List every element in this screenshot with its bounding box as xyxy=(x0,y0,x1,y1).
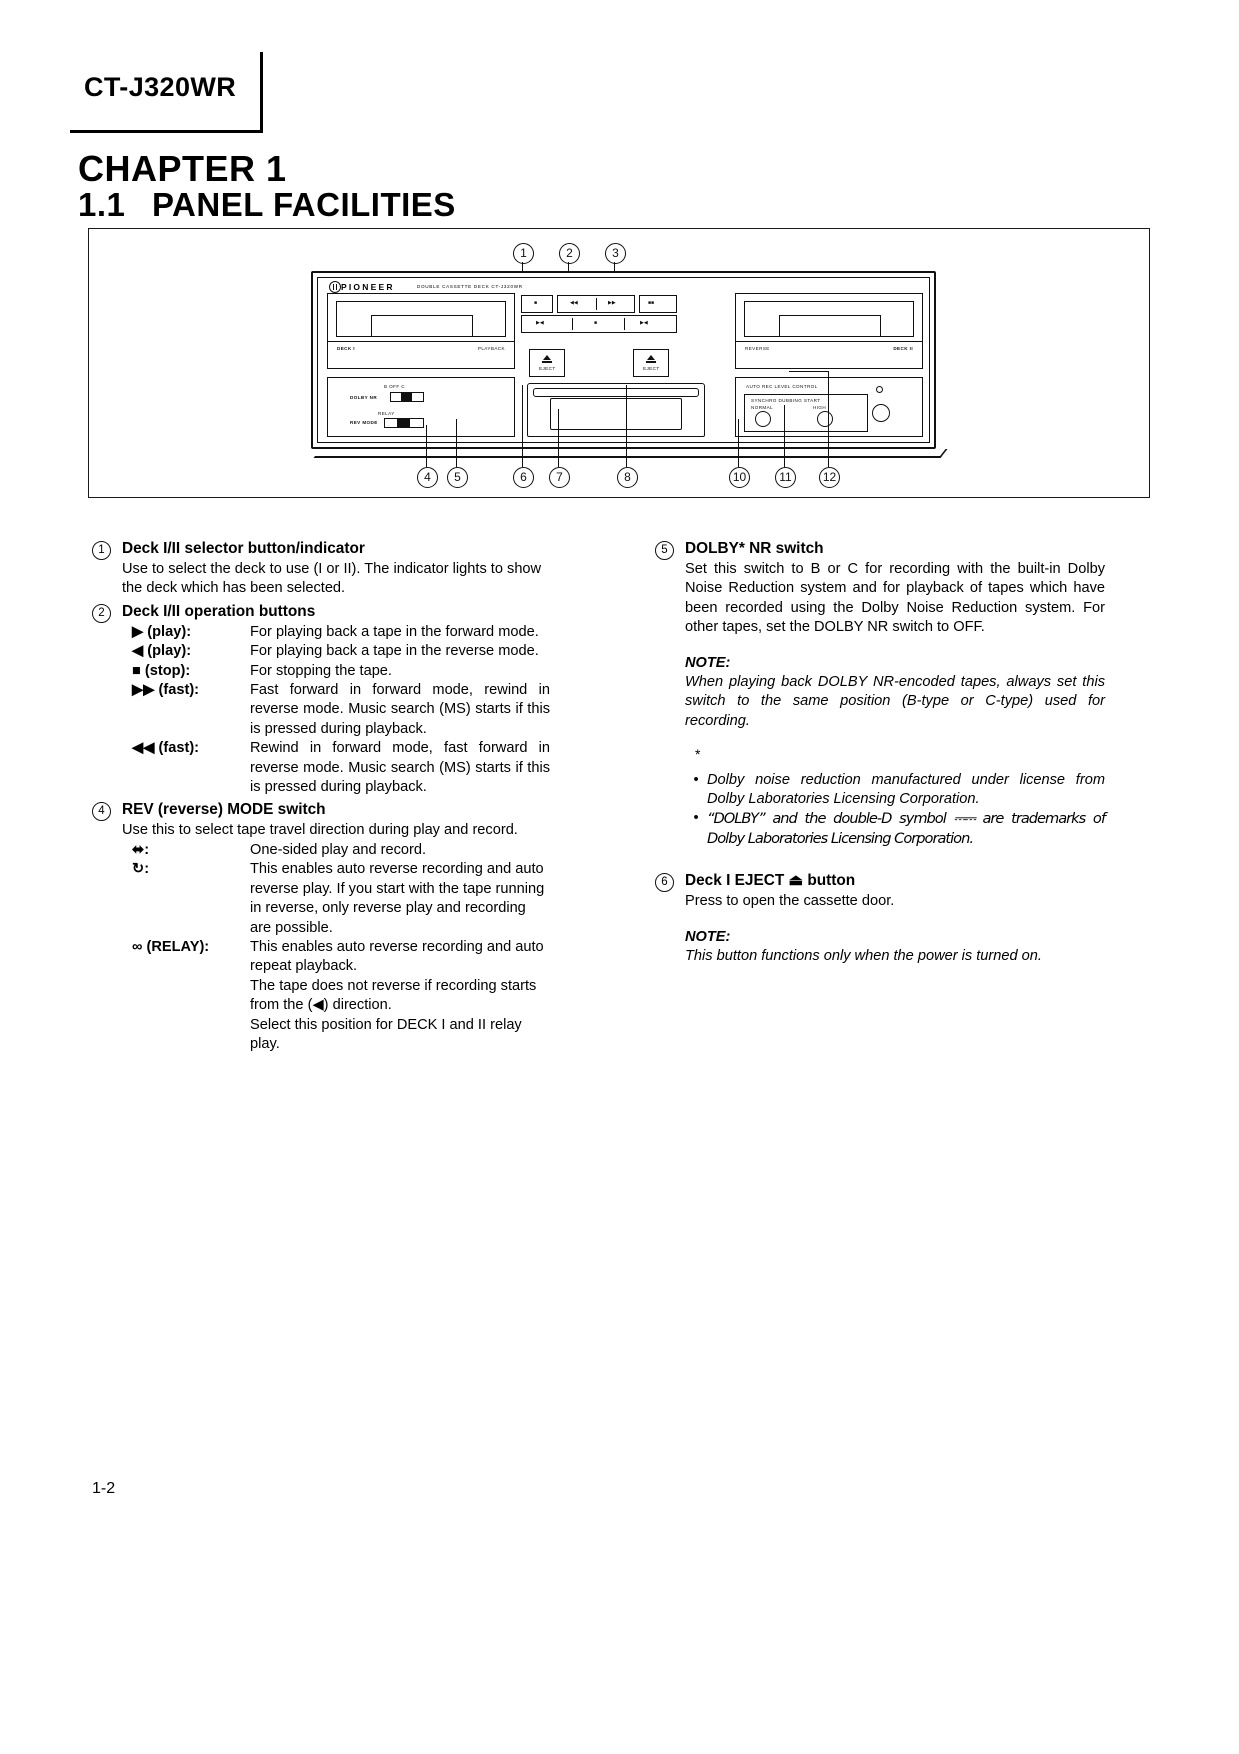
sync-dub-label: SYNCHRO DUBBING START xyxy=(751,398,821,403)
item-4-number: 4 xyxy=(92,802,111,821)
item-2 xyxy=(92,601,550,798)
deck-selector-button[interactable]: ■ xyxy=(521,295,553,313)
dolby-asterisk: * xyxy=(695,746,701,763)
item-2-row-play-rev xyxy=(92,642,550,661)
term-fast-forward: ▶▶ (fast): xyxy=(132,682,200,699)
bullet-dot-icon-2: • xyxy=(693,810,699,827)
item-4-relay-note-1: The tape does not reverse if recording starts from the (◀) direction. xyxy=(250,977,537,1014)
high-label: HIGH xyxy=(813,405,827,410)
eject-triangle-icon-2 xyxy=(647,355,655,360)
item-4-row-relay xyxy=(92,938,550,977)
item-1-number: 1 xyxy=(92,541,111,560)
rec-indicator-dot xyxy=(876,386,883,393)
term-rewind: ◀◀ (fast): xyxy=(132,740,200,757)
desc-rewind: Rewind in forward mode, fast forward in reverse mode. Music search (MS) starts if this is pressed during playback. xyxy=(250,740,550,796)
item-2-heading-text: Deck I/II operation buttons xyxy=(122,602,316,620)
deck2-eject-label: EJECT xyxy=(643,366,660,371)
callout-12: 12 xyxy=(819,467,840,488)
deck2-window xyxy=(779,315,882,337)
dolby-positions-label: B OFF C xyxy=(384,384,405,389)
switch-panel xyxy=(327,377,515,437)
item-4-body: Use this to select tape travel direction during play and record. xyxy=(122,822,518,839)
deck2-cassette-well xyxy=(735,293,923,369)
panel-figure xyxy=(88,228,1150,498)
dolby-bullet-1-text: Dolby noise reduction manufactured under license from Dolby Laboratories Licensing Corporation. xyxy=(707,771,1105,808)
desc-auto-reverse: This enables auto reverse recording and auto reverse play. If you start with the tape running in reverse, only reverse play and recording are possible. xyxy=(250,861,545,936)
play-divider-2 xyxy=(624,318,625,330)
callout-2: 2 xyxy=(559,243,580,264)
term-one-sided: ⬌: xyxy=(132,841,150,858)
item-4-heading-text: REV (reverse) MODE switch xyxy=(122,801,326,819)
deck2-label: DECK II xyxy=(893,346,913,351)
item-2-row-stop xyxy=(92,662,550,681)
callout-6: 6 xyxy=(513,467,534,488)
item-5-heading-text: DOLBY* NR switch xyxy=(685,540,824,557)
item-6-heading xyxy=(655,870,1105,892)
item-5-body: Set this switch to B or C for recording with the built-in Dolby Noise Reduction system and for playback of tapes which have been recorded using the Dolby Noise Reduction system. For other tapes, set the DOLBY NR switch to OFF. xyxy=(685,561,1105,636)
item-4-heading xyxy=(92,799,550,821)
dolby-trademark-bullets xyxy=(655,771,1105,849)
item-6 xyxy=(655,870,1105,966)
section-name: PANEL FACILITIES xyxy=(152,186,456,223)
dolby-bullet-1 xyxy=(685,771,1105,810)
deck1-window xyxy=(371,315,474,337)
item-4-row-auto-reverse xyxy=(92,860,550,938)
item-6-body: Press to open the cassette door. xyxy=(685,893,895,910)
fast-buttons-row[interactable]: ◀◀ ▶▶ xyxy=(557,295,635,313)
cassette-deck-illustration xyxy=(311,271,936,449)
item-6-note-label: NOTE: xyxy=(685,928,731,945)
item-6-note-body: This button functions only when the power is turned on. xyxy=(685,948,1042,965)
deck1-label: DECK I xyxy=(337,346,355,351)
item-5 xyxy=(655,538,1105,848)
deck2-selector-button[interactable]: ■■ xyxy=(639,295,677,313)
center-cassette-holder[interactable] xyxy=(527,383,705,437)
desc-fast-forward: Fast forward in forward mode, rewind in reverse mode. Music search (MS) starts if this is pressed during playback. xyxy=(250,682,550,737)
holder-lip xyxy=(533,388,699,397)
item-2-heading xyxy=(92,601,550,623)
rev-pos-auto[interactable] xyxy=(397,419,410,427)
leader-11 xyxy=(784,405,785,467)
dolby-bullet-2 xyxy=(685,809,1105,848)
desc-play-reverse: For playing back a tape in the reverse mode. xyxy=(250,643,539,660)
item-2-row-ffwd xyxy=(92,681,550,739)
item-6-number: 6 xyxy=(655,873,674,892)
section-title xyxy=(78,186,456,224)
deck-base-shadow xyxy=(313,449,947,458)
item-1 xyxy=(92,538,550,599)
item-5-number: 5 xyxy=(655,541,674,560)
model-number: CT-J320WR xyxy=(84,72,237,102)
deck1-playback-label: PLAYBACK xyxy=(477,346,505,351)
brand-subtitle: DOUBLE CASSETTE DECK CT-J320WR xyxy=(417,284,523,289)
deck2-eject-button[interactable] xyxy=(633,349,669,377)
item-6-heading-text: Deck I EJECT ⏏ button xyxy=(685,872,856,890)
eject-bar-icon xyxy=(542,361,552,363)
fast-button-divider xyxy=(596,298,597,310)
leader-5 xyxy=(456,419,457,467)
deck2-reverse-label: REVERSE xyxy=(745,346,770,351)
model-tag-box xyxy=(70,52,263,133)
high-dub-button[interactable] xyxy=(817,411,833,427)
callout-4: 4 xyxy=(417,467,438,488)
leader-6 xyxy=(522,385,523,467)
item-4-row-one-sided xyxy=(92,841,550,860)
callout-3: 3 xyxy=(605,243,626,264)
item-5-note-body: When playing back DOLBY NR-encoded tapes, always set this switch to the same position (B-type or C-type) used for recording. xyxy=(685,674,1105,729)
normal-dub-button[interactable] xyxy=(755,411,771,427)
normal-label: NORMAL xyxy=(751,405,774,410)
deck2-door xyxy=(744,301,914,337)
leader-7 xyxy=(558,409,559,467)
dolby-bullet-2-text: “DOLBY” and the double-D symbol ⎓⎓ are trademarks of Dolby Laboratories Licensing Corporation. xyxy=(707,810,1105,847)
callout-10: 10 xyxy=(729,467,750,488)
rec-level-knob[interactable] xyxy=(872,404,890,422)
item-1-body: Use to select the deck to use (I or II). The indicator lights to show the deck which has been selected. xyxy=(122,561,542,597)
term-auto-reverse: ↻: xyxy=(132,861,150,878)
callout-11: 11 xyxy=(775,467,796,488)
item-4-relay-note-2: Select this position for DECK I and II relay play. xyxy=(250,1016,522,1052)
callout-7: 7 xyxy=(549,467,570,488)
deck1-divider xyxy=(328,341,514,342)
dolby-nr-label: DOLBY NR xyxy=(350,395,378,400)
leader-8 xyxy=(626,385,627,467)
item-1-heading-text: Deck I/II selector button/indicator xyxy=(122,540,365,557)
item-4 xyxy=(92,799,550,1054)
page-number: 1-2 xyxy=(92,1480,116,1497)
rev-mode-switch[interactable] xyxy=(384,418,424,428)
play-stop-buttons-row[interactable]: ▶◀ ■ ▶◀ xyxy=(521,315,677,333)
left-text-column xyxy=(92,536,550,1054)
brand-name: PIONEER xyxy=(341,282,395,292)
item-1-heading xyxy=(92,538,550,560)
dolby-nr-switch[interactable] xyxy=(390,392,424,402)
leader-12 xyxy=(828,371,829,467)
dolby-pos-off[interactable] xyxy=(401,393,412,401)
callout-5: 5 xyxy=(447,467,468,488)
desc-relay: This enables auto reverse recording and auto repeat playback. xyxy=(250,938,544,975)
deck2-divider xyxy=(736,341,922,342)
chapter-title: CHAPTER 1 xyxy=(78,148,287,189)
term-play-forward: ▶ (play): xyxy=(132,623,192,640)
pioneer-logo-icon xyxy=(329,281,341,293)
bullet-dot-icon-1: • xyxy=(693,771,699,788)
term-play-reverse: ◀ (play): xyxy=(132,643,192,660)
deck1-cassette-well xyxy=(327,293,515,369)
deck1-door xyxy=(336,301,506,337)
rev-mode-label: REV MODE xyxy=(350,420,378,425)
eject-bar-icon-2 xyxy=(646,361,656,363)
item-2-row-play-fwd xyxy=(92,623,550,642)
deck1-eject-button[interactable] xyxy=(529,349,565,377)
item-5-heading xyxy=(655,538,1105,560)
callout-8: 8 xyxy=(617,467,638,488)
section-number: 1.1 xyxy=(78,186,126,223)
eject-triangle-icon xyxy=(543,355,551,360)
item-2-row-rew xyxy=(92,739,550,797)
item-5-note-label: NOTE: xyxy=(685,654,731,671)
play-divider-1 xyxy=(572,318,573,330)
item-2-number: 2 xyxy=(92,604,111,623)
desc-play-forward: For playing back a tape in the forward mode. xyxy=(250,623,539,640)
leader-4 xyxy=(426,425,427,467)
holder-face xyxy=(550,398,682,430)
sync-dub-box xyxy=(744,394,868,432)
callout-1: 1 xyxy=(513,243,534,264)
leader-12-h xyxy=(789,371,829,372)
deck1-eject-label: EJECT xyxy=(539,366,556,371)
term-stop: ■ (stop): xyxy=(132,662,191,679)
term-relay: ∞ (RELAY): xyxy=(132,938,210,955)
desc-one-sided: One-sided play and record. xyxy=(250,841,427,858)
right-text-column xyxy=(655,536,1105,967)
auto-rec-label: AUTO REC LEVEL CONTROL xyxy=(746,384,818,389)
rev-positions-label: RELAY xyxy=(378,411,395,416)
desc-stop: For stopping the tape. xyxy=(250,662,392,679)
leader-10 xyxy=(738,419,739,467)
